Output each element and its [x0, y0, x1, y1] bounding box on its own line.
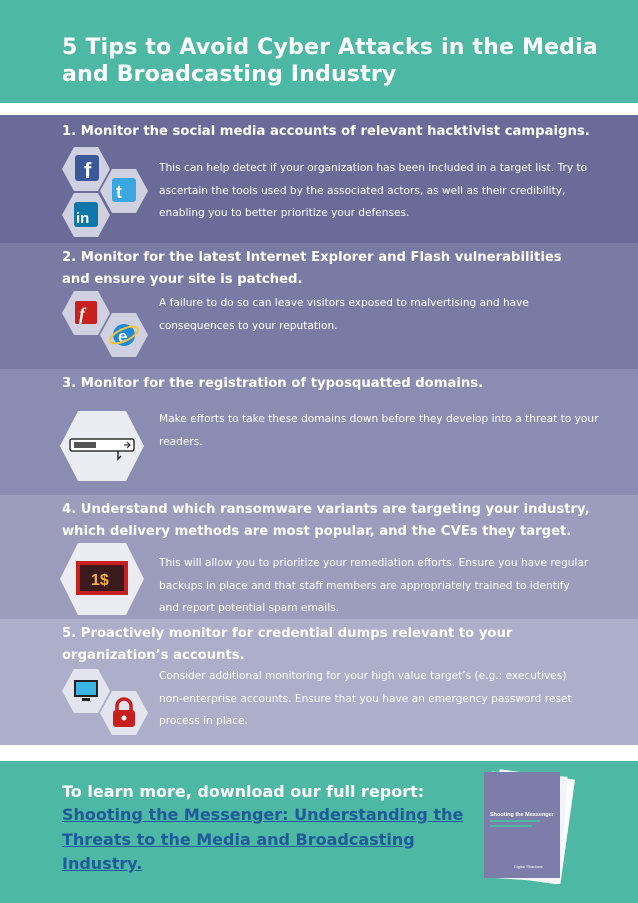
- svg-text:e: e: [118, 327, 128, 346]
- tip-5-section: [0, 619, 638, 745]
- svg-text:1$: 1$: [91, 572, 109, 589]
- svg-text:t: t: [116, 182, 122, 202]
- tip-3-body: Make efforts to take these domains down before they develop into a threat to your readers.: [159, 413, 599, 448]
- tip-2-title: 2. Monitor for the latest Internet Explorer and Flash vulnerabilities and ensure your site is patched.: [62, 250, 562, 287]
- tip-3-section: [0, 369, 638, 495]
- tip-5-body: Consider additional monitoring for your high value target’s (e.g.: executives) non-enterprise accounts. Ensure that you have an emergency password reset process in place.: [159, 670, 572, 727]
- linkedin-icon: [62, 193, 110, 237]
- padlock-icon: [100, 691, 148, 735]
- tip-2-body: A failure to do so can leave visitors exposed to malvertising and have consequences to your reputation.: [159, 297, 529, 332]
- tip-1-body: This can help detect if your organization has been included in a target list. Try to ascertain the tools used by the associated actors, as well as their credibility, enabling you to better prioritize your defenses.: [159, 162, 588, 219]
- tip-1-title: 1. Monitor the social media accounts of relevant hacktivist campaigns.: [62, 124, 590, 139]
- svg-text:f: f: [79, 304, 85, 324]
- report-download-link[interactable]: Shooting the Messenger: Understanding the Threats to the Media and Broadcasting Industry.: [62, 805, 464, 873]
- report-cover-brand: Digital Shadows: [514, 864, 543, 869]
- footer-cta: To learn more, download our full report:: [62, 782, 425, 801]
- page-title: 5 Tips to Avoid Cyber Attacks in the Media and Broadcasting Industry: [62, 35, 598, 87]
- tip-5-title: 5. Proactively monitor for credential dumps relevant to your organization’s accounts.: [62, 626, 513, 663]
- report-cover-title: Shooting the Messenger: [490, 812, 554, 818]
- ransomware-icon: [60, 543, 144, 615]
- tip-4-title: 4. Understand which ransomware variants are targeting your industry, which delivery methods are most popular, and the CVEs they target.: [62, 502, 590, 539]
- svg-text:in: in: [76, 210, 90, 227]
- tip-1-section: [0, 115, 638, 243]
- address-bar-icon: [60, 411, 144, 481]
- tip-4-body: This will allow you to prioritize your remediation efforts. Ensure you have regular backups in place and that staff members are appropriately trained to identify and report potential spam emails.: [159, 557, 589, 614]
- internet-explorer-icon: [100, 313, 148, 357]
- header-banner: [0, 0, 638, 103]
- tip-2-section: [0, 243, 638, 369]
- report-cover-image: [478, 768, 578, 884]
- svg-text:f: f: [84, 158, 92, 183]
- tip-4-section: [0, 495, 638, 619]
- tip-3-title: 3. Monitor for the registration of typosquatted domains.: [62, 376, 484, 391]
